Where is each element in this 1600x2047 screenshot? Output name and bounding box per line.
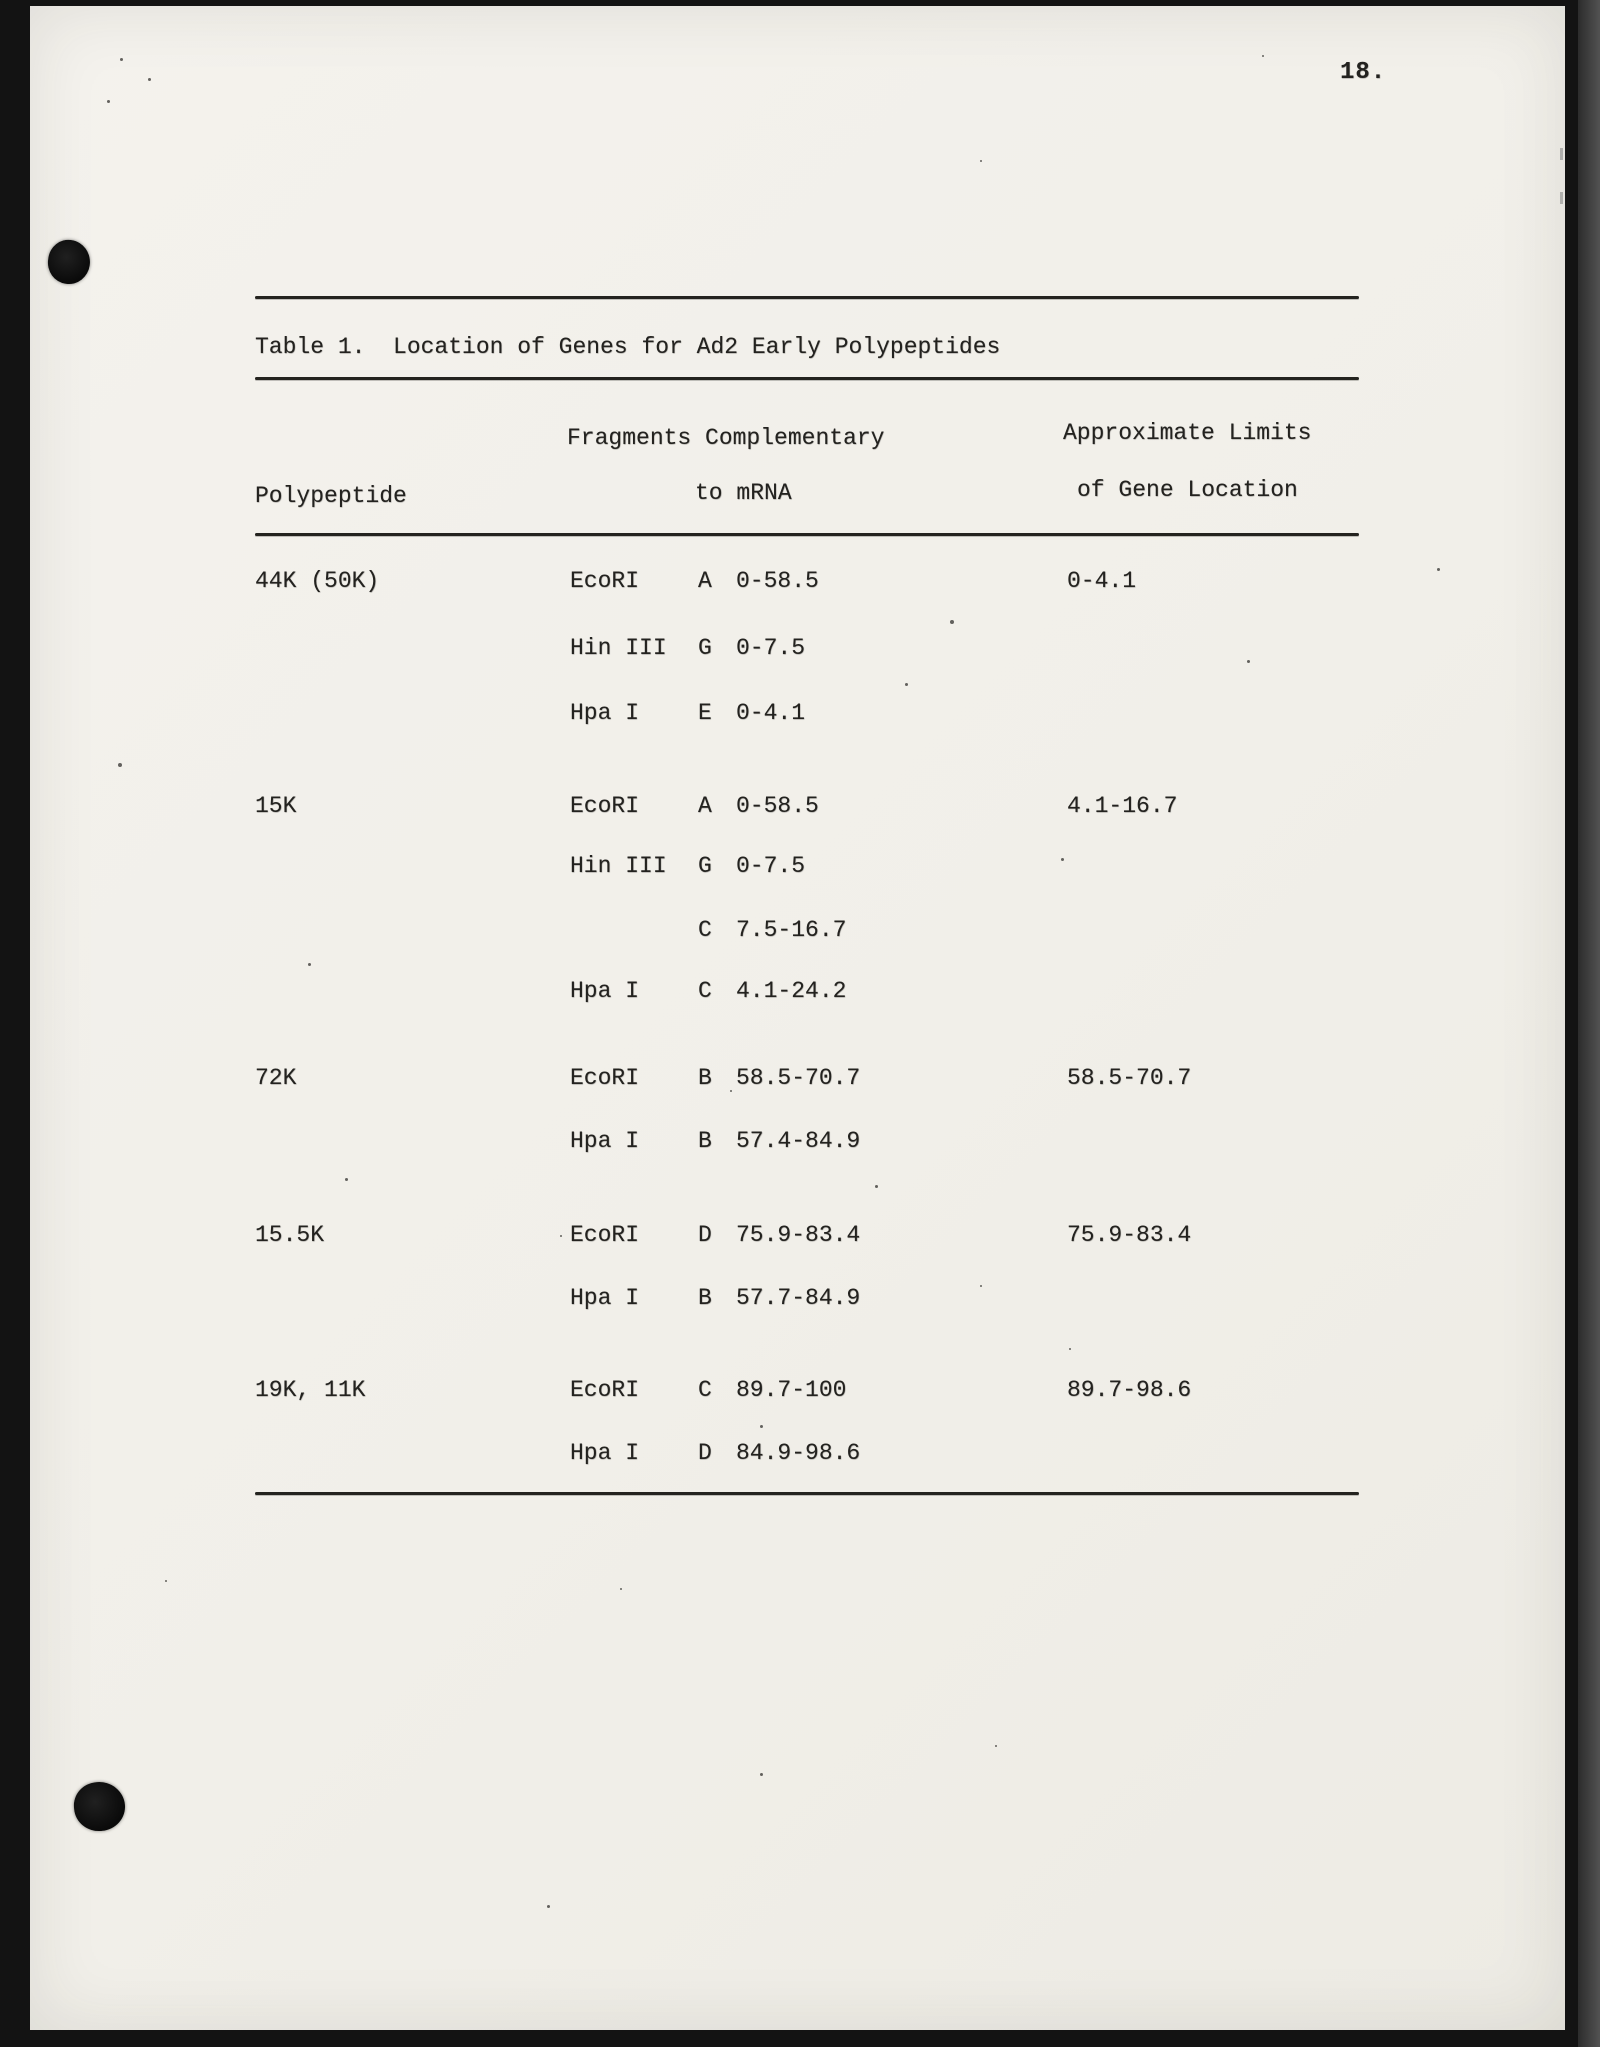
fragment-letter-cell: D	[698, 1222, 712, 1248]
scan-speck	[165, 1580, 167, 1582]
table-line	[255, 1063, 1359, 1093]
fragment-letter-cell: A	[698, 568, 712, 594]
enzyme-cell: Hpa I	[570, 978, 640, 1004]
fragment-letter-cell: B	[698, 1065, 712, 1091]
range-cell: 89.7-100	[736, 1377, 847, 1403]
range-cell: 75.9-83.4	[736, 1222, 861, 1248]
range-cell: 84.9-98.6	[736, 1440, 861, 1466]
limits-cell: 4.1-16.7	[1067, 793, 1178, 819]
scan-edge-mark	[1560, 192, 1563, 204]
page-number: 18.	[1340, 59, 1387, 86]
table-title-rule	[255, 377, 1359, 380]
fragment-letter-cell: C	[698, 978, 712, 1004]
table-line	[255, 791, 1359, 821]
scan-speck	[995, 1745, 997, 1747]
table-line	[255, 633, 1359, 663]
enzyme-cell: EcoRI	[570, 1222, 640, 1248]
scan-speck	[107, 100, 110, 103]
enzyme-cell: EcoRI	[570, 793, 640, 819]
enzyme-cell: EcoRI	[570, 568, 640, 594]
enzyme-cell: Hin III	[570, 635, 667, 661]
range-cell: 57.4-84.9	[736, 1128, 861, 1154]
table-line	[255, 976, 1359, 1006]
scan-speck	[760, 1773, 763, 1776]
table-line	[255, 1438, 1359, 1468]
range-cell: 0-58.5	[736, 568, 819, 594]
table-title: Table 1. Location of Genes for Ad2 Early Polypeptides	[255, 334, 1001, 360]
header-limits-line1: Approximate Limits	[1063, 420, 1312, 446]
scan-speck	[120, 58, 123, 61]
polypeptide-cell: 72K	[255, 1065, 297, 1091]
scan-speck	[1437, 568, 1440, 571]
fragment-letter-cell: G	[698, 635, 712, 661]
scan-right-edge	[1578, 0, 1600, 2047]
limits-cell: 89.7-98.6	[1067, 1377, 1192, 1403]
enzyme-cell: EcoRI	[570, 1065, 640, 1091]
table-line	[255, 1375, 1359, 1405]
range-cell: 0-7.5	[736, 853, 806, 879]
enzyme-cell: EcoRI	[570, 1377, 640, 1403]
table-line	[255, 851, 1359, 881]
polypeptide-cell: 19K, 11K	[255, 1377, 366, 1403]
header-polypeptide: Polypeptide	[255, 483, 407, 509]
fragment-letter-cell: G	[698, 853, 712, 879]
gene-location-table	[255, 296, 1359, 1506]
table-line	[255, 1126, 1359, 1156]
enzyme-cell: Hpa I	[570, 1128, 640, 1154]
range-cell: 58.5-70.7	[736, 1065, 861, 1091]
enzyme-cell: Hin III	[570, 853, 667, 879]
range-cell: 0-58.5	[736, 793, 819, 819]
table-line	[255, 1283, 1359, 1313]
limits-cell: 0-4.1	[1067, 568, 1137, 594]
range-cell: 0-7.5	[736, 635, 806, 661]
table-line	[255, 915, 1359, 945]
range-cell: 7.5-16.7	[736, 917, 847, 943]
table-line	[255, 566, 1359, 596]
scan-speck	[547, 1905, 550, 1908]
polypeptide-cell: 15.5K	[255, 1222, 325, 1248]
limits-cell: 58.5-70.7	[1067, 1065, 1192, 1091]
scan-speck	[620, 1588, 622, 1590]
scan-speck	[1262, 55, 1264, 57]
enzyme-cell: Hpa I	[570, 1440, 640, 1466]
fragment-letter-cell: B	[698, 1285, 712, 1311]
header-limits-line2: of Gene Location	[1077, 477, 1298, 503]
enzyme-cell: Hpa I	[570, 700, 640, 726]
polypeptide-cell: 44K (50K)	[255, 568, 380, 594]
enzyme-cell: Hpa I	[570, 1285, 640, 1311]
fragment-letter-cell: D	[698, 1440, 712, 1466]
table-line	[255, 1220, 1359, 1250]
scan-edge-mark	[1560, 148, 1563, 160]
header-fragments-line2: to mRNA	[695, 480, 792, 506]
table-bottom-rule	[255, 1492, 1359, 1495]
header-fragments-line1: Fragments Complementary	[567, 425, 885, 451]
table-line	[255, 698, 1359, 728]
fragment-letter-cell: C	[698, 1377, 712, 1403]
range-cell: 4.1-24.2	[736, 978, 847, 1004]
table-top-rule	[255, 296, 1359, 299]
scan-speck	[980, 160, 982, 162]
fragment-letter-cell: C	[698, 917, 712, 943]
fragment-letter-cell: B	[698, 1128, 712, 1154]
range-cell: 57.7-84.9	[736, 1285, 861, 1311]
scan-speck	[118, 763, 122, 767]
fragment-letter-cell: E	[698, 700, 712, 726]
fragment-letter-cell: A	[698, 793, 712, 819]
scan-speck	[148, 78, 151, 81]
table-header-rule	[255, 533, 1359, 536]
range-cell: 0-4.1	[736, 700, 806, 726]
limits-cell: 75.9-83.4	[1067, 1222, 1192, 1248]
polypeptide-cell: 15K	[255, 793, 297, 819]
